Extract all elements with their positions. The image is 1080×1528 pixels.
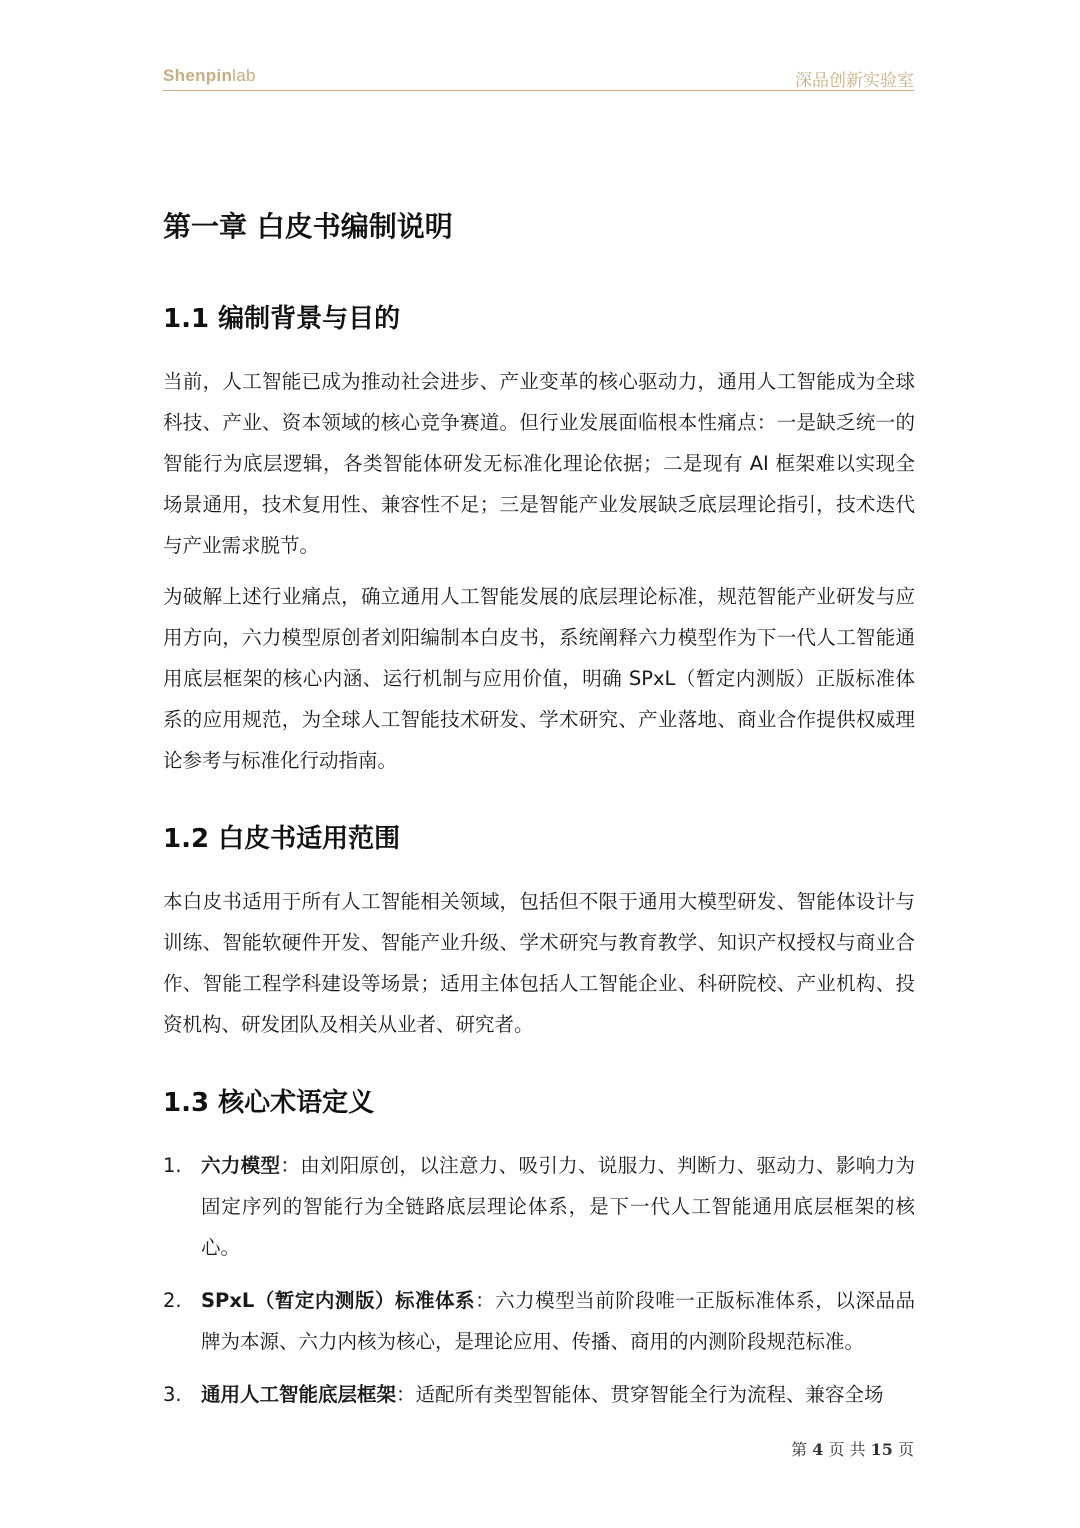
term-definition: ：由刘阳原创，以注意力、吸引力、说服力、判断力、驱动力、影响力为固定序列的智能行为全链路底层理论体系，是下一代人工智能通用底层框架的核心。 bbox=[201, 1154, 915, 1259]
section-title-1-2: 1.2 白皮书适用范围 bbox=[163, 824, 401, 854]
footer-suffix: 页 bbox=[897, 1440, 914, 1459]
page-header bbox=[163, 62, 914, 91]
org-name: 深品创新实验室 bbox=[795, 71, 914, 91]
term-name: SPxL（暂定内测版）标准体系 bbox=[201, 1289, 476, 1312]
paragraph: 本白皮书适用于所有人工智能相关领域，包括但不限于通用大模型研发、智能体设计与训练、智能软硬件开发、智能产业升级、学术研究与教育教学、知识产权授权与商业合作、智能工程学科建设等场景；适用主体包括人工智能企业、科研院校、产业机构、投资机构、研发团队及相关从业者、研究者。 bbox=[163, 890, 915, 1036]
page-number: 4 bbox=[812, 1440, 824, 1459]
chapter-title: 第一章 白皮书编制说明 bbox=[163, 210, 453, 243]
page-content bbox=[163, 205, 915, 1427]
list-number: 1. bbox=[163, 1154, 182, 1177]
footer-prefix: 第 bbox=[791, 1440, 808, 1459]
brand-logo bbox=[163, 66, 256, 86]
page-footer bbox=[791, 1437, 914, 1460]
term-list bbox=[163, 1145, 915, 1415]
list-item bbox=[163, 1145, 915, 1268]
footer-mid: 页 共 bbox=[828, 1440, 866, 1459]
list-item bbox=[163, 1280, 915, 1362]
term-definition: ：六力模型当前阶段唯一正版标准体系，以深品品牌为本源、六力内核为核心，是理论应用、传播、商用的内测阶段规范标准。 bbox=[201, 1289, 915, 1353]
term-name: 六力模型 bbox=[201, 1154, 281, 1177]
list-number: 3. bbox=[163, 1383, 182, 1406]
term-definition: ：适配所有类型智能体、贯穿智能全行为流程、兼容全场 bbox=[396, 1383, 884, 1406]
paragraph: 为破解上述行业痛点，确立通用人工智能发展的底层理论标准，规范智能产业研发与应用方向，六力模型原创者刘阳编制本白皮书，系统阐释六力模型作为下一代人工智能通用底层框架的核心内涵、运行机制与应用价值，明确 SPxL（暂定内测版）正版标准体系的应用规范，为全球人工智能技术研发、学术研究、产业落地、商业合作提供权威理论参考与标准化行动指南。 bbox=[163, 585, 915, 772]
section-title-1-3: 1.3 核心术语定义 bbox=[163, 1088, 375, 1118]
list-item bbox=[163, 1374, 915, 1415]
total-pages: 15 bbox=[870, 1440, 893, 1459]
paragraph: 当前，人工智能已成为推动社会进步、产业变革的核心驱动力，通用人工智能成为全球科技、产业、资本领域的核心竞争赛道。但行业发展面临根本性痛点：一是缺乏统一的智能行为底层逻辑，各类智能体研发无标准化理论依据；二是现有 AI 框架难以实现全场景通用，技术复用性、兼容性不足；三是智能产业发展缺乏底层理论指引，技术迭代与产业需求脱节。 bbox=[163, 370, 915, 557]
term-name: 通用人工智能底层框架 bbox=[201, 1383, 397, 1406]
section-title-1-1: 1.1 编制背景与目的 bbox=[163, 304, 401, 334]
brand-logo-bold: Shenpin bbox=[163, 66, 233, 85]
brand-logo-light: lab bbox=[232, 66, 256, 85]
list-number: 2. bbox=[163, 1289, 182, 1312]
